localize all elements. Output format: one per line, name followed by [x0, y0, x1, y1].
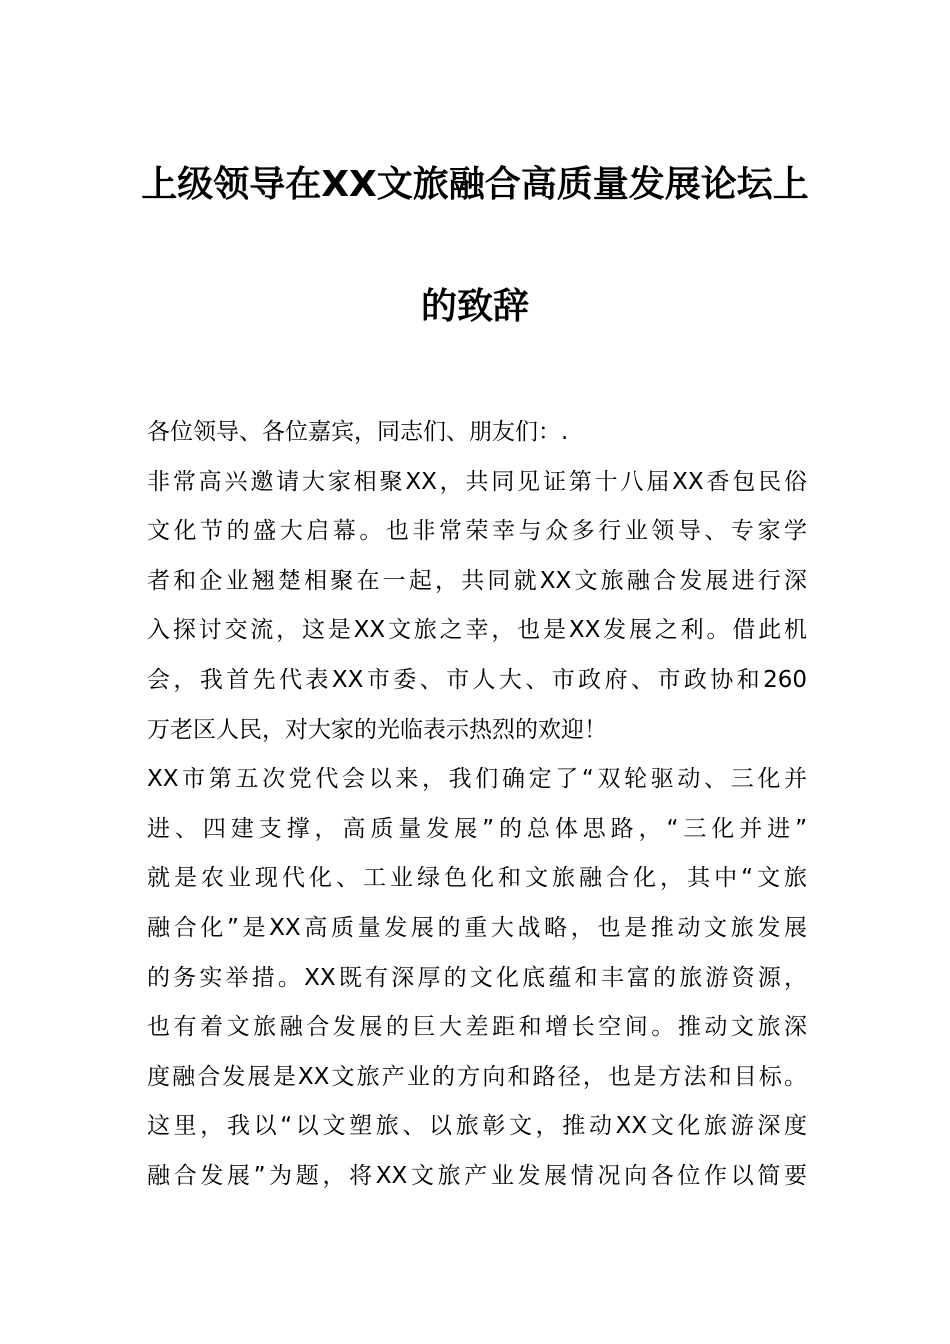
text-line: 者和企业翘楚相聚在一起，共同就XX文旅融合发展进行深: [147, 567, 807, 594]
text-line: 的务实举措。XX既有深厚的文化底蕴和丰富的旅游资源，: [147, 964, 807, 991]
text-line: 非常高兴邀请大家相聚XX，共同见证第十八届XX香包民俗: [147, 468, 807, 495]
text-line: 进、四建支撑，高质量发展”的总体思路，“三化并进”: [147, 815, 807, 842]
text-line: 万老区人民，对大家的光临表示热烈的欢迎！: [147, 716, 607, 743]
text-line: 就是农业现代化、工业绿色化和文旅融合化，其中“文旅: [147, 865, 807, 892]
document-title-line-2: 的致辞: [420, 286, 529, 327]
text-line: 文化节的盛大启幕。也非常荣幸与众多行业领导、专家学: [147, 518, 807, 545]
text-line: 融合发展”为题，将XX文旅产业发展情况向各位作以简要: [147, 1162, 807, 1189]
text-line: 也有着文旅融合发展的巨大差距和增长空间。推动文旅深: [147, 1014, 807, 1041]
text-line: 各位领导、各位嘉宾，同志们、朋友们：.: [147, 419, 569, 445]
document-title-line-1: 上级领导在XX文旅融合高质量发展论坛上: [141, 164, 809, 205]
text-line: 这里，我以“以文塑旅、以旅彰文，推动XX文化旅游深度: [147, 1113, 807, 1140]
text-line: 会，我首先代表XX市委、市人大、市政府、市政协和260: [147, 666, 807, 693]
document-body: [147, 408, 807, 1202]
text-line: 入探讨交流，这是XX文旅之幸，也是XX发展之利。借此机: [147, 617, 807, 644]
text-line: 融合化”是XX高质量发展的重大战略，也是推动文旅发展: [147, 914, 807, 941]
text-line: 度融合发展是XX文旅产业的方向和路径，也是方法和目标。: [147, 1063, 807, 1090]
text-line: XX市第五次党代会以来，我们确定了“双轮驱动、三化并: [147, 766, 807, 793]
